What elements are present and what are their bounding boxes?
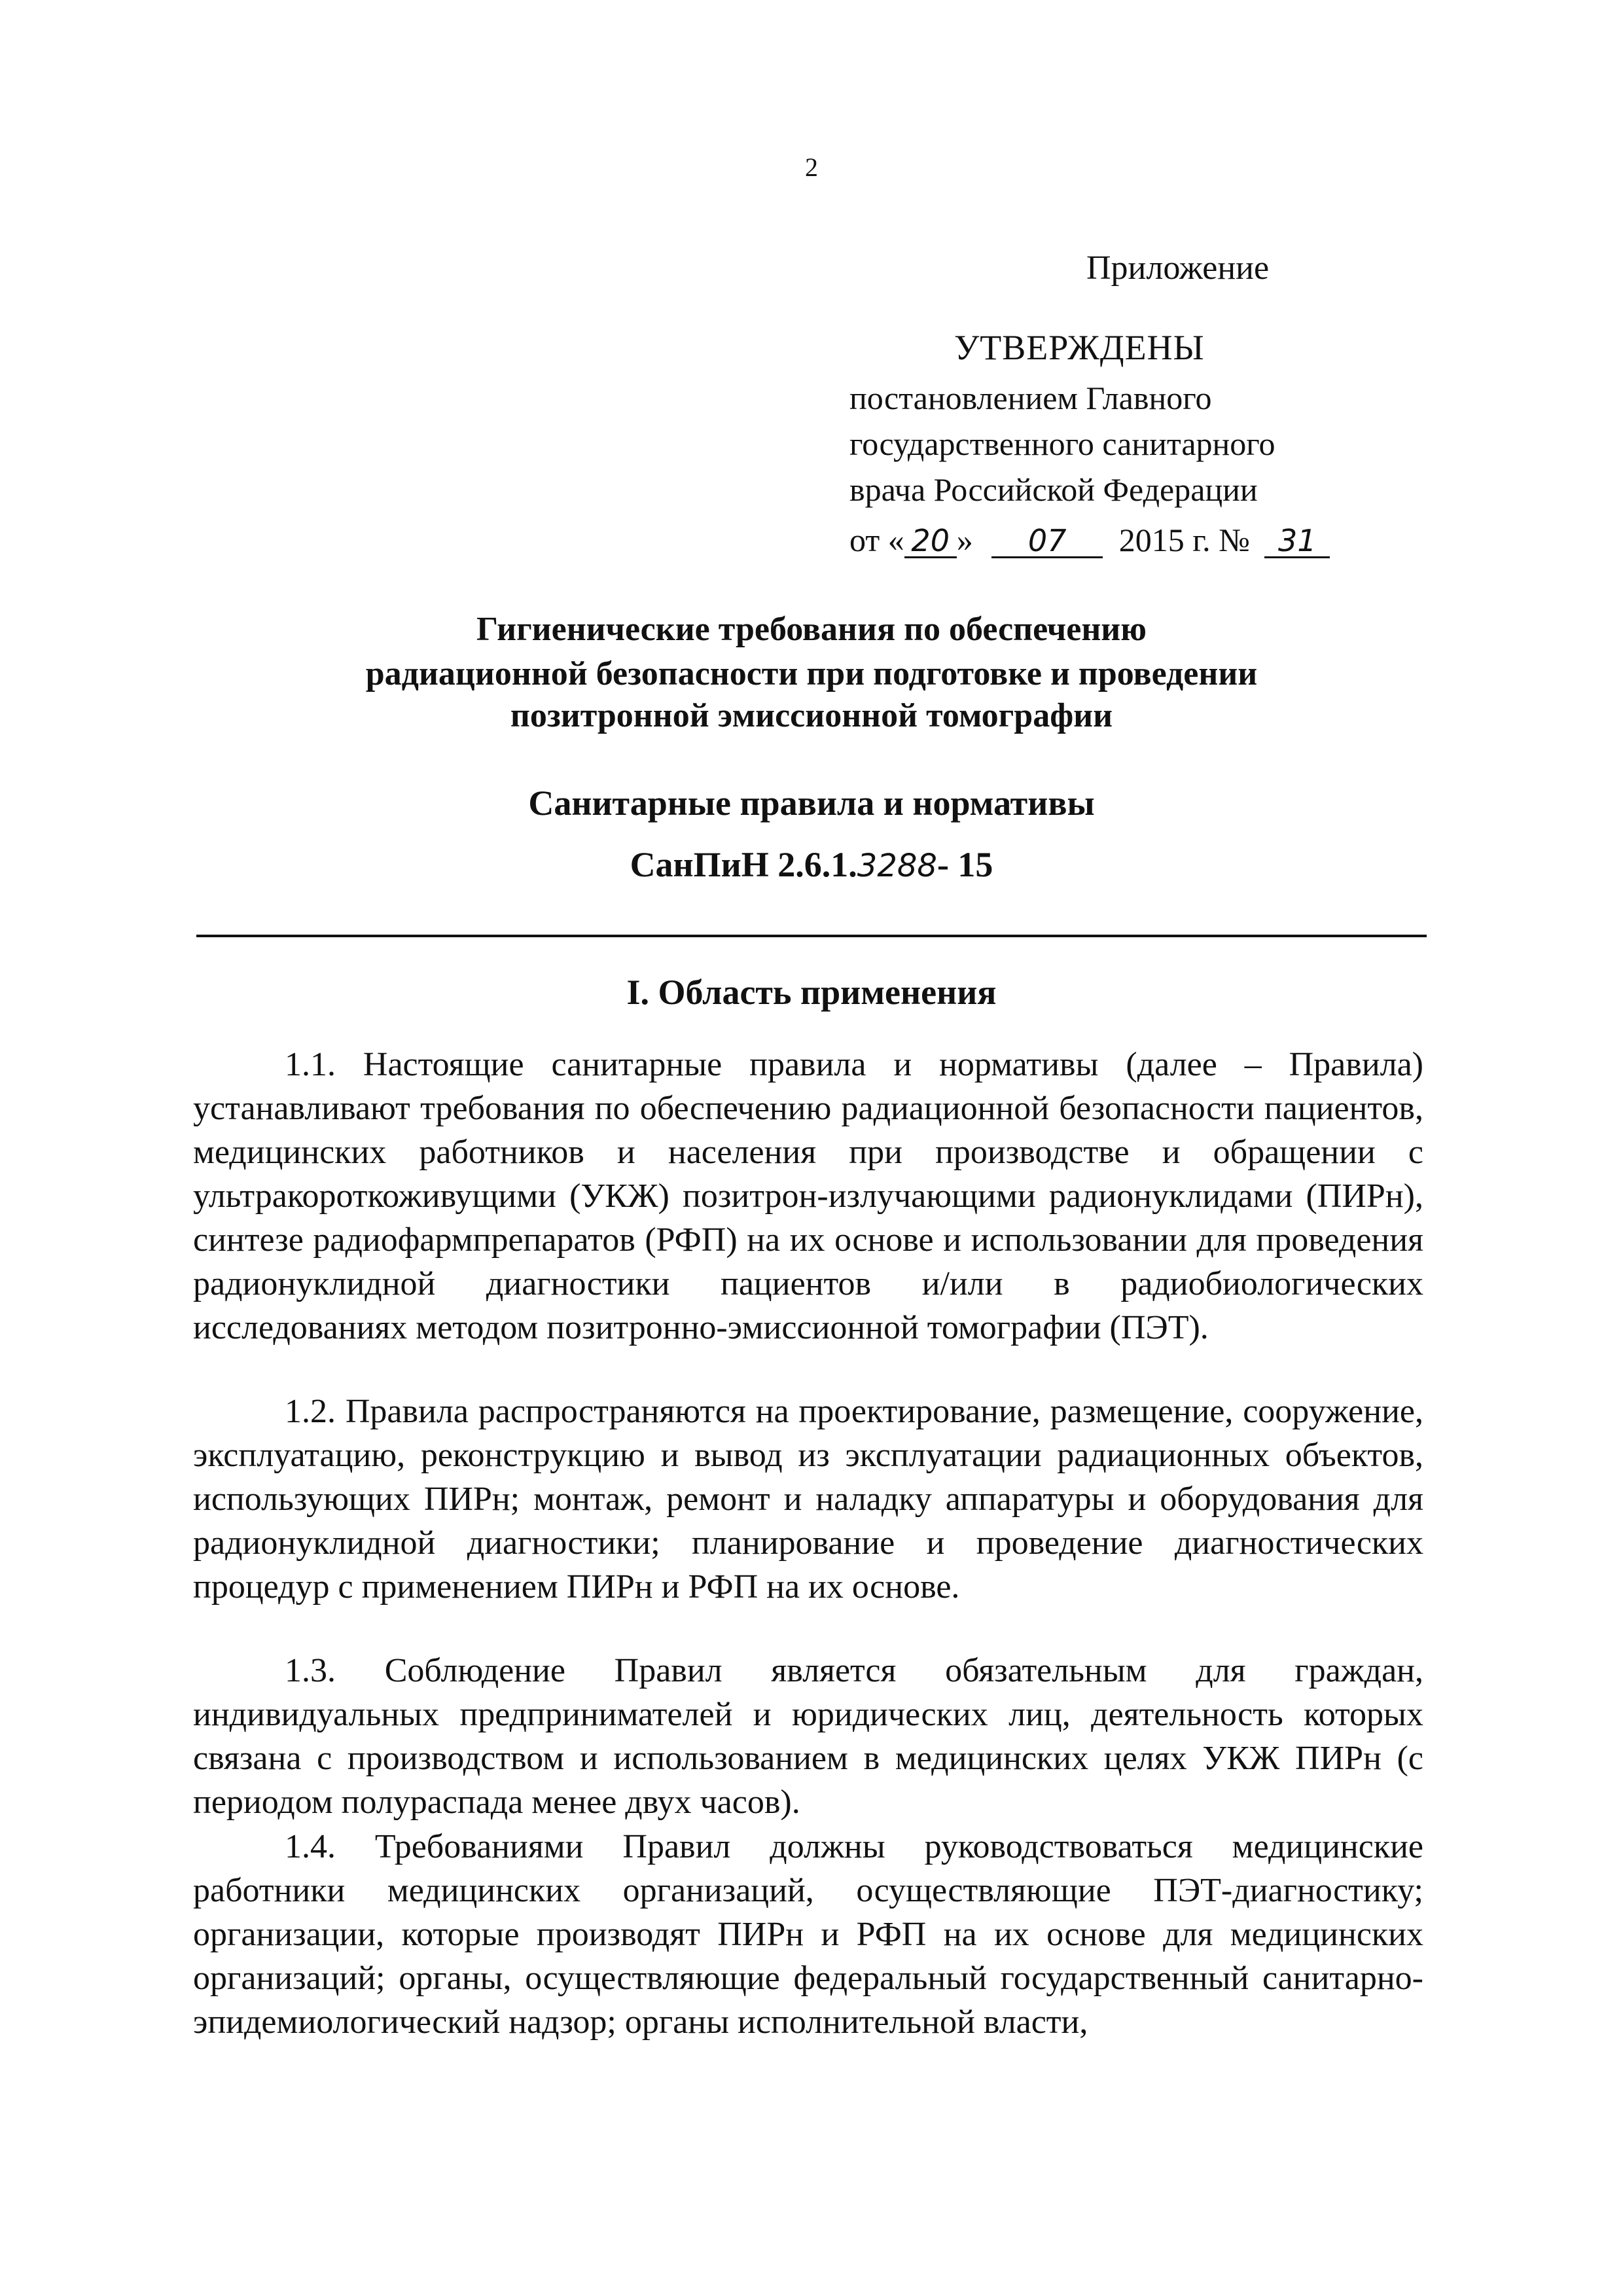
approval-line-1: постановлением Главного [849,380,1212,416]
subtitle-line: Санитарные правила и нормативы [528,783,1095,823]
page-number: 2 [805,152,818,182]
section-title: I. Область применения [626,973,997,1012]
approval-date-line [849,524,1330,558]
handwritten-sanpin-number: 3288 [857,848,937,884]
horizontal-divider [196,935,1427,937]
handwritten-number: 31 [1264,525,1330,558]
paragraph-1-1: 1.1. Настоящие санитарные правила и нормативы (далее – Правила) устанавливают требования по обеспечению радиационной безопасности пациентов, медицинских работников и населения при производстве и обращении с ультракороткоживущими (УКЖ) позитрон-излучающими радионуклидами (ПИРн), синтезе радиофармпрепаратов (РФП) на их основе и использовании для проведения радионуклидной диагностики пациентов и/или в радиобиологических исследованиях методом позитронно-эмиссионной томографии (ПЭТ). [193,1046,1423,1346]
document-title-line-2: радиационной безопасности при подготовке и проведении [365,655,1258,692]
document-title-line-3: позитронной эмиссионной томографии [510,697,1113,734]
approval-line-2: государственного санитарного [849,425,1275,462]
paragraph-1-3: 1.3. Соблюдение Правил является обязательным для граждан, индивидуальных предпринимателей и юридических лиц, деятельность которых связана с производством и использованием в медицинских целях УКЖ ПИРн (с периодом полураспада менее двух часов). [193,1652,1423,1821]
paragraph-1-4: 1.4. Требованиями Правил должны руководствоваться медицинские работники медицинских организаций, осуществляющие ПЭТ-диагностику; организации, которые производят ПИРн и РФП на их основе для медицинских организаций; органы, осуществляющие федеральный государственный санитарно-эпидемиологический надзор; органы исполнительной власти, [193,1828,1423,2041]
sanpin-code-prefix: СанПиН 2.6.1. [630,845,857,884]
day-suffix: » [956,522,973,558]
appendix-label: Приложение [1086,249,1270,287]
sanpin-code-suffix: - 15 [936,845,993,884]
approval-heading: УТВЕРЖДЕНЫ [954,328,1205,367]
handwritten-day: 20 [904,525,957,558]
sanpin-code [0,844,1623,885]
year-and-number-label: 2015 г. № [1118,522,1250,558]
date-prefix: от « [849,522,904,558]
document-title-line-1: Гигиенические требования по обеспечению [476,611,1147,648]
approval-line-3: врача Российской Федерации [849,471,1258,508]
paragraph-1-2: 1.2. Правила распространяются на проектирование, размещение, сооружение, эксплуатацию, реконструкцию и вывод из эксплуатации радиационных объектов, использующих ПИРн; монтаж, ремонт и наладку аппаратуры и оборудования для радионуклидной диагностики; планирование и проведение диагностических процедур с применением ПИРн и РФП на их основе. [193,1393,1423,1605]
handwritten-month: 07 [991,525,1103,558]
